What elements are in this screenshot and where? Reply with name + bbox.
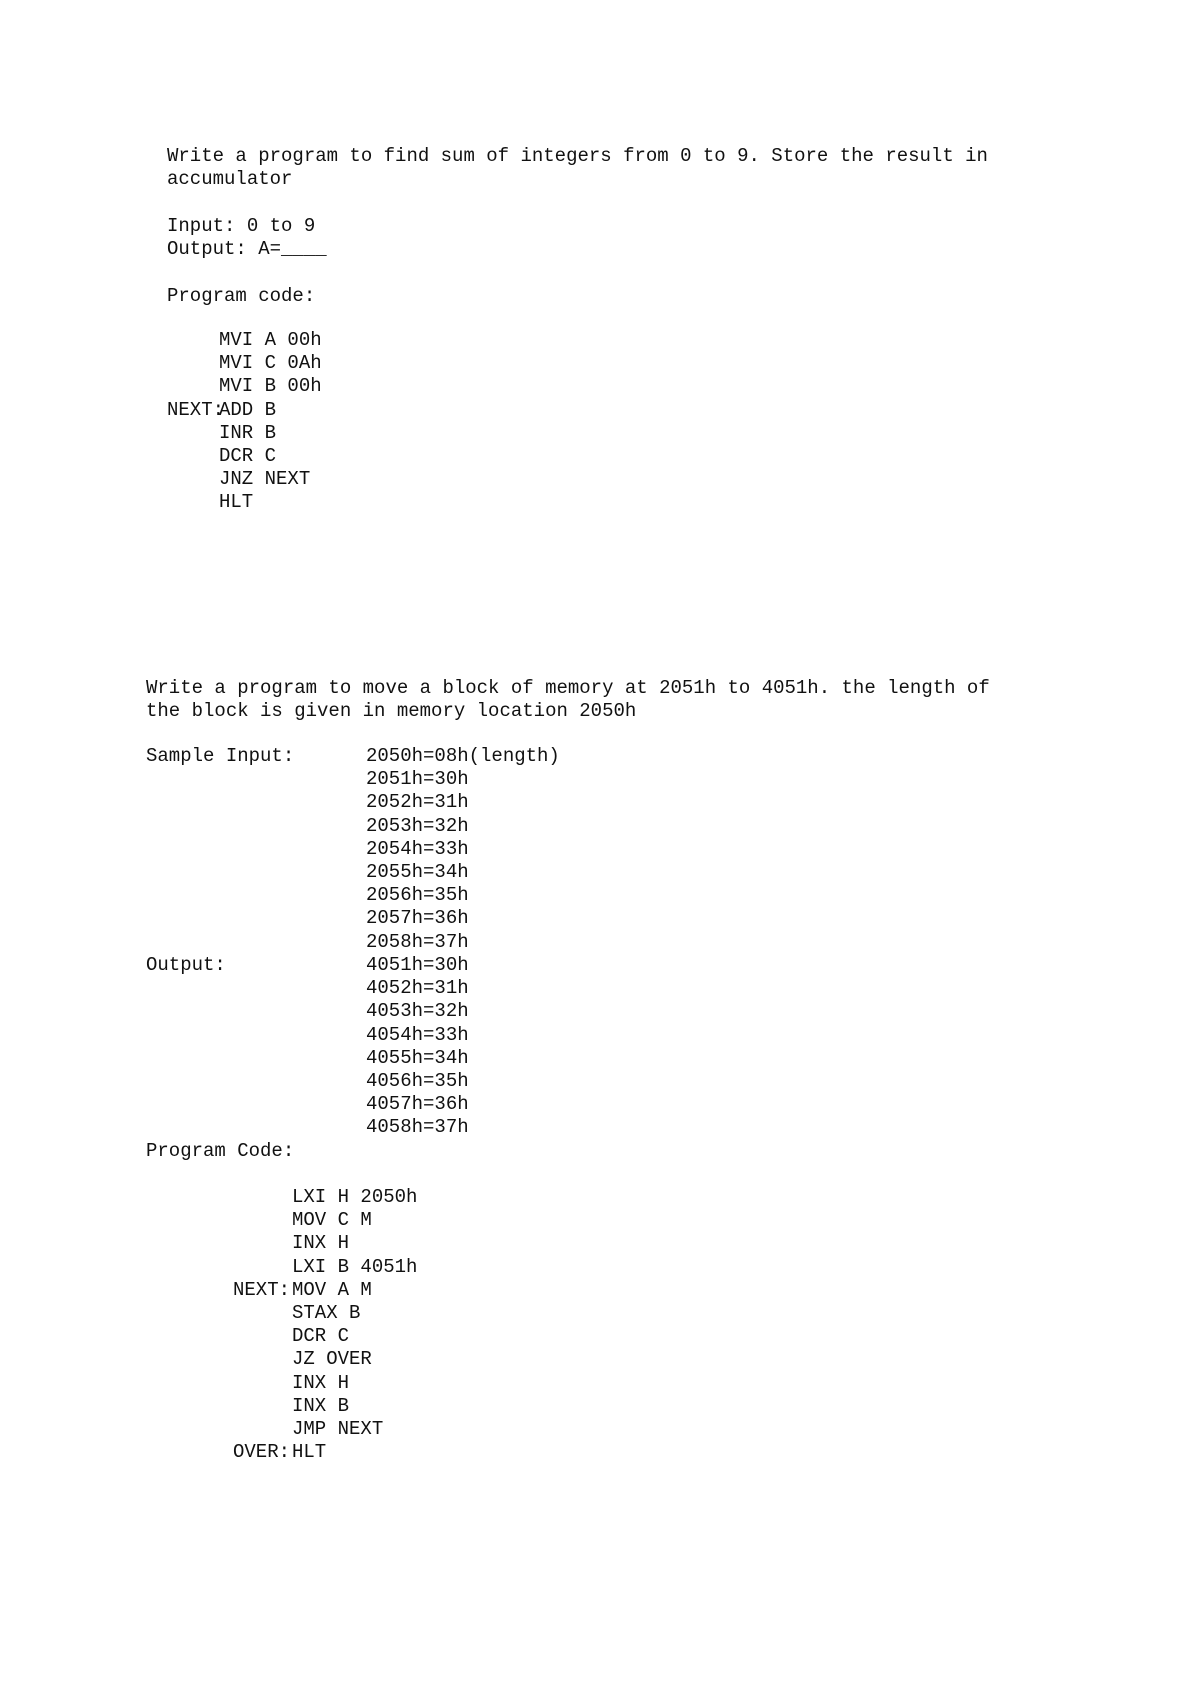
output-value: 4053h=32h	[366, 1000, 469, 1023]
code-label	[220, 1209, 290, 1232]
code-label	[167, 352, 224, 375]
code-label	[220, 1186, 290, 1209]
output-label: Output:	[146, 954, 226, 976]
code-instruction: DCR C	[219, 444, 277, 467]
code-instruction: MVI C 0Ah	[219, 352, 322, 375]
problem-1-input: Input: 0 to 9	[167, 215, 316, 237]
sample-input-value: 2055h=34h	[366, 860, 469, 883]
code-instruction: INX H	[292, 1371, 350, 1394]
code-label	[220, 1325, 290, 1348]
problem-1-code-instructions	[219, 329, 322, 515]
sample-input-list	[366, 745, 560, 954]
code-label	[167, 422, 224, 445]
code-instruction: MVI A 00h	[219, 329, 322, 351]
problem-1-statement-line-1: Write a program to find sum of integers from 0 to 9. Store the result in	[167, 145, 988, 167]
code-instruction: ADD B	[219, 398, 277, 421]
code-instruction: INR B	[219, 421, 277, 444]
code-label	[220, 1372, 290, 1395]
problem-1-output: Output: A=____	[167, 238, 327, 260]
output-value: 4055h=34h	[366, 1046, 469, 1069]
code-instruction: JMP NEXT	[292, 1417, 384, 1440]
sample-input-value: 2053h=32h	[366, 814, 469, 837]
code-label	[220, 1395, 290, 1418]
code-label: OVER:	[232, 1441, 290, 1464]
problem-1-code-heading: Program code:	[167, 285, 316, 307]
sample-input-value: 2051h=30h	[366, 768, 469, 791]
code-label	[220, 1256, 290, 1279]
code-instruction: HLT	[219, 491, 254, 514]
code-label	[167, 375, 224, 398]
code-instruction: INX H	[292, 1232, 350, 1255]
code-instruction: LXI B 4051h	[292, 1255, 418, 1278]
output-list	[366, 954, 469, 1140]
code-instruction: HLT	[292, 1441, 327, 1464]
output-value: 4054h=33h	[366, 1023, 469, 1046]
output-value: 4056h=35h	[366, 1069, 469, 1092]
output-value: 4052h=31h	[366, 977, 469, 1000]
code-label	[167, 329, 224, 352]
sample-input-value: 2050h=08h(length)	[366, 745, 560, 767]
code-instruction: LXI H 2050h	[292, 1186, 418, 1208]
code-instruction: MOV A M	[292, 1278, 372, 1301]
code-label	[167, 468, 224, 491]
code-label	[220, 1348, 290, 1371]
problem-2-code-instructions	[292, 1186, 417, 1464]
output-value: 4051h=30h	[366, 954, 469, 976]
code-label	[220, 1418, 290, 1441]
code-label: NEXT:	[167, 398, 225, 421]
code-instruction: DCR C	[292, 1325, 350, 1348]
problem-1-code-labels	[167, 329, 224, 515]
problem-2-code-heading: Program Code:	[146, 1140, 295, 1162]
code-label	[167, 491, 224, 514]
code-label	[220, 1302, 290, 1325]
code-label	[220, 1232, 290, 1255]
problem-2-statement-line-1: Write a program to move a block of memory at 2051h to 4051h. the length of	[146, 677, 990, 699]
problem-2-code-labels	[220, 1186, 290, 1464]
sample-input-value: 2058h=37h	[366, 930, 469, 953]
code-instruction: JZ OVER	[292, 1348, 372, 1371]
code-label	[167, 445, 224, 468]
code-label: NEXT:	[232, 1278, 290, 1301]
sample-input-value: 2052h=31h	[366, 791, 469, 814]
problem-1-statement-line-2: accumulator	[167, 168, 293, 190]
code-instruction: MVI B 00h	[219, 375, 322, 398]
code-instruction: STAX B	[292, 1301, 361, 1324]
sample-input-label: Sample Input:	[146, 745, 295, 767]
output-value: 4058h=37h	[366, 1116, 469, 1139]
code-instruction: INX B	[292, 1394, 350, 1417]
output-value: 4057h=36h	[366, 1093, 469, 1116]
sample-input-value: 2057h=36h	[366, 907, 469, 930]
sample-input-value: 2056h=35h	[366, 884, 469, 907]
problem-2-statement-line-2: the block is given in memory location 2050h	[146, 700, 637, 722]
sample-input-value: 2054h=33h	[366, 837, 469, 860]
code-instruction: MOV C M	[292, 1209, 372, 1232]
code-instruction: JNZ NEXT	[219, 468, 311, 491]
